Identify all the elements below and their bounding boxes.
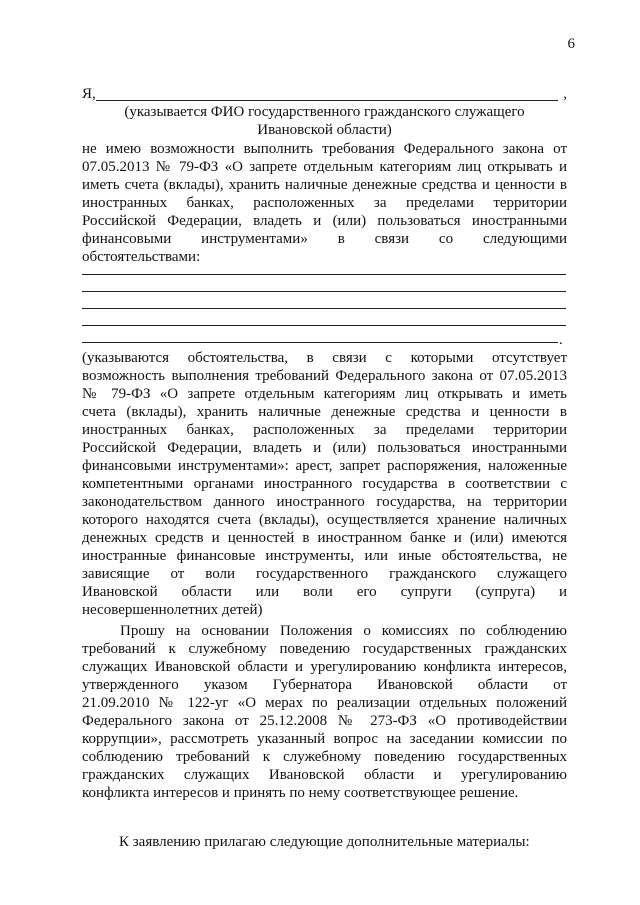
request-paragraph-line: коррупции», рассмотреть указанный вопрос на заседании комиссии по xyxy=(82,731,567,747)
paragraph-line: Российской Федерации, владеть и (или) пользоваться иностранными xyxy=(82,213,567,229)
caption-circumstances-line: иностранных банках, расположенных за пределами территории xyxy=(82,422,567,438)
caption-circumstances-line: иностранные финансовые инструменты, или иные обстоятельства, не xyxy=(82,548,567,564)
blank-fill-line xyxy=(82,291,566,292)
caption-circumstances-line: Ивановской области или воли его супруги (супруга) и xyxy=(82,584,567,600)
request-paragraph-line: служащих Ивановской области и урегулированию конфликта интересов, xyxy=(82,659,567,675)
request-paragraph-line: 21.09.2010 № 122-уг «О мерах по реализации отдельных положений xyxy=(82,695,567,711)
paragraph-line: обстоятельствами: xyxy=(82,249,201,265)
attachment-line: К заявлению прилагаю следующие дополнительные материалы: xyxy=(119,834,530,850)
caption-circumstances-line: законодательством данного иностранного государства, на территории xyxy=(82,494,567,510)
name-line-prefix: Я, xyxy=(82,86,96,102)
blank-fill-line xyxy=(82,342,558,343)
request-paragraph-line: конфликта интересов и принять по нему соответствующее решение. xyxy=(82,785,519,801)
request-paragraph-line: гражданских служащих Ивановской области и урегулированию xyxy=(82,767,567,783)
caption-circumstances-line: (указываются обстоятельства, в связи с которыми отсутствует xyxy=(82,350,567,366)
paragraph-line: не имею возможности выполнить требования Федерального закона от xyxy=(82,141,567,157)
request-paragraph-line: требований к служебному поведению государственных гражданских xyxy=(82,641,567,657)
page-number: 6 xyxy=(567,36,575,52)
name-blank-underline xyxy=(96,100,558,101)
request-paragraph-line: Федерального закона от 25.12.2008 № 273-ФЗ «О противодействии xyxy=(82,713,567,729)
caption-circumstances-line: зависящие от воли государственного гражданского служащего xyxy=(82,566,567,582)
caption-circumstances-line: несовершеннолетних детей) xyxy=(82,602,263,618)
caption-circumstances-line: № 79-ФЗ «О запрете отдельным категориям лиц открывать и иметь xyxy=(82,386,567,402)
paragraph-line: иметь счета (вклады), хранить наличные денежные средства и ценности в xyxy=(82,177,567,193)
caption-circumstances-line: денежных средств и ценностей в иностранном банке и (или) имеются xyxy=(82,530,567,546)
blank-end-mark: . xyxy=(559,332,563,348)
caption-circumstances-line: которого находятся счета (вклады), осуществляется хранение наличных xyxy=(82,512,567,528)
caption-circumstances-line: компетентными органами иностранного государства в соответствии с xyxy=(82,476,567,492)
caption-fio-line: Ивановской области) xyxy=(257,122,392,138)
caption-fio-line: (указывается ФИО государственного гражданского служащего xyxy=(124,104,525,120)
paragraph-line: финансовыми инструментами» в связи со следующими xyxy=(82,231,567,247)
caption-circumstances-line: финансовыми инструментами»: арест, запрет распоряжения, наложенные xyxy=(82,458,567,474)
paragraph-line: 07.05.2013 № 79-ФЗ «О запрете отдельным категориям лиц открывать и xyxy=(82,159,567,175)
paragraph-line: иностранных банках, расположенных за пределами территории xyxy=(82,195,567,211)
blank-fill-line xyxy=(82,308,566,309)
request-paragraph-line: Прошу на основании Положения о комиссиях по соблюдению xyxy=(120,623,567,639)
request-paragraph-line: утвержденного указом Губернатора Ивановской области от xyxy=(82,677,567,693)
name-fill-line xyxy=(82,86,567,102)
caption-circumstances-line: Российской Федерации, владеть и (или) пользоваться иностранными xyxy=(82,440,567,456)
caption-circumstances-line: возможность выполнения требований Федерального закона от 07.05.2013 xyxy=(82,368,567,384)
caption-circumstances-line: счета (вклады), хранить наличные денежные средства и ценности в xyxy=(82,404,567,420)
request-paragraph-line: соблюдению требований к служебному поведению государственных xyxy=(82,749,567,765)
name-line-suffix: , xyxy=(563,86,567,102)
blank-fill-line xyxy=(82,325,566,326)
blank-fill-line xyxy=(82,274,566,275)
